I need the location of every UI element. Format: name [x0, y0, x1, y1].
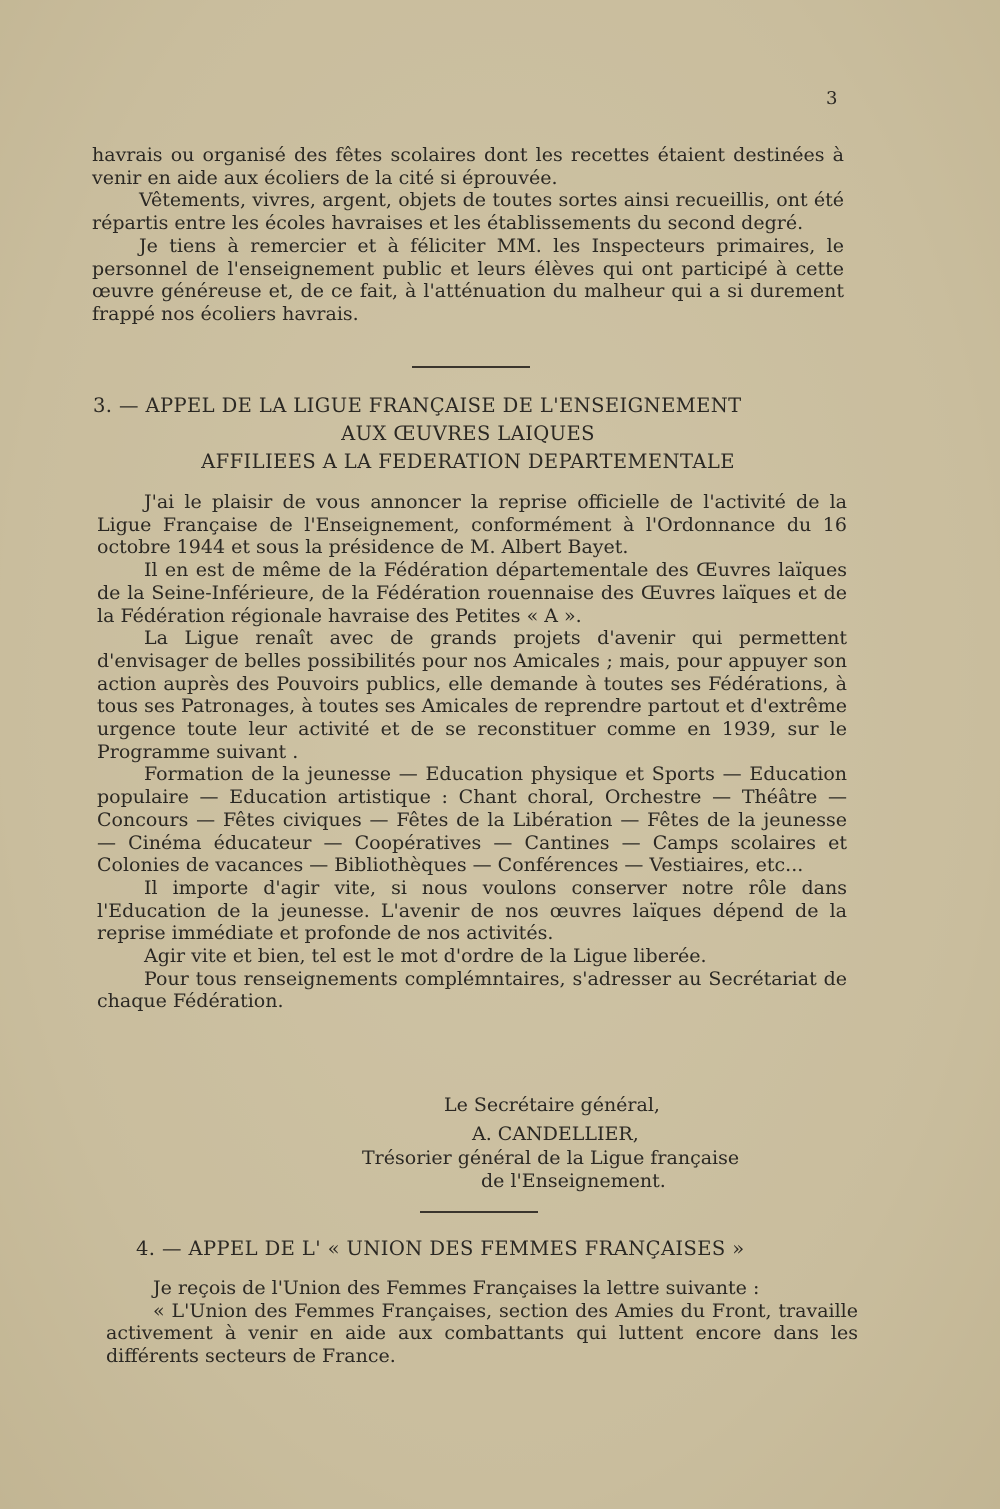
- intro-paragraph-3: Je tiens à remercier et à féliciter MM. les Inspecteurs primaires, le personnel de l'enseignement public et leurs élèves qui ont participé à cette œuvre généreuse et, de ce fait, à l'atténuation du malheur qui a si durement frappé nos écoliers havrais.: [92, 234, 844, 325]
- section3-heading-line3: AFFILIEES A LA FEDERATION DEPARTEMENTALE: [201, 450, 735, 473]
- section4-body: [106, 1277, 858, 1368]
- section3-paragraph-6: Agir vite et bien, tel est le mot d'ordre de la Ligue liberée.: [144, 945, 707, 968]
- section3-heading-line1: 3. — APPEL DE LA LIGUE FRANÇAISE DE L'ENSEIGNEMENT: [93, 394, 742, 417]
- intro-paragraph-2: Vêtements, vivres, argent, objets de toutes sortes ainsi recueillis, ont été répartis entre les écoles havraises et les établissements du second degré.: [92, 189, 844, 235]
- section3-paragraph-2: Il en est de même de la Fédération départementale des Œuvres laïques de la Seine-Inférieure, de la Fédération rouennaise des Œuvres laïques et de la Fédération régionale havraise des Petites « A ».: [97, 559, 847, 627]
- section4-paragraph-1: Je reçois de l'Union des Femmes Françaises la lettre suivante :: [153, 1277, 760, 1299]
- section-divider: [420, 1211, 538, 1213]
- section3-heading-line2: AUX ŒUVRES LAIQUES: [341, 422, 595, 445]
- signature-role: Le Secrétaire général,: [444, 1094, 660, 1116]
- signature-title-line1: Trésorier général de la Ligue française: [362, 1147, 740, 1169]
- section3-paragraph-5: Il importe d'agir vite, si nous voulons conserver notre rôle dans l'Education de la jeunesse. L'avenir de nos œuvres laïques dépend de la reprise immédiate et profonde de nos activités.: [97, 876, 847, 945]
- section3-paragraph-7: Pour tous renseignements complémntaires, s'adresser au Secrétariat de chaque Fédération.: [97, 967, 847, 1013]
- section4-paragraph-2: « L'Union des Femmes Françaises, section des Amies du Front, travaille activement à venir en aide aux combattants qui luttent encore dans les différents secteurs de France.: [106, 1299, 858, 1368]
- intro-paragraph-1: havrais ou organisé des fêtes scolaires dont les recettes étaient destinées à venir en aide aux écoliers de la cité si éprouvée.: [92, 144, 844, 189]
- section3-paragraph-3: La Ligue renaît avec de grands projets d'avenir qui permettent d'envisager de belles possibilités pour nos Amicales ; mais, pour appuyer son action auprès des Pouvoirs publics, elle demande à toutes ses Fédérations, à tous ses Patronages, à toutes ses Amicales de reprendre partout et d'extrême urgence toute leur activité et de se reconstituer comme en 1939, sur le Programme suivant .: [97, 627, 847, 763]
- signature-name: A. CANDELLIER,: [472, 1123, 639, 1145]
- section3-paragraph-1: J'ai le plaisir de vous annoncer la reprise officielle de l'activité de la Ligue Française de l'Enseignement, conformément à l'Ordonnance du 16 octobre 1944 et sous la présidence de M. Albert Bayet.: [97, 491, 847, 559]
- section3-body: [97, 491, 847, 1013]
- intro-text: [92, 144, 844, 326]
- signature-title-line2: de l'Enseignement.: [481, 1170, 666, 1192]
- section-divider: [412, 366, 530, 368]
- section3-paragraph-4: Formation de la jeunesse — Education physique et Sports — Education populaire — Education artistique : Chant choral, Orchestre — Théâtre — Concours — Fêtes civiques — Fêtes de la Libération — Fêtes de la jeunesse — Cinéma éducateur — Coopératives — Cantines — Camps scolaires et Colonies de vacances — Bibliothèques — Conférences — Vestiaires, etc...: [97, 763, 847, 877]
- section4-heading: 4. — APPEL DE L' « UNION DES FEMMES FRANÇAISES »: [136, 1237, 745, 1260]
- page-number: 3: [826, 88, 838, 109]
